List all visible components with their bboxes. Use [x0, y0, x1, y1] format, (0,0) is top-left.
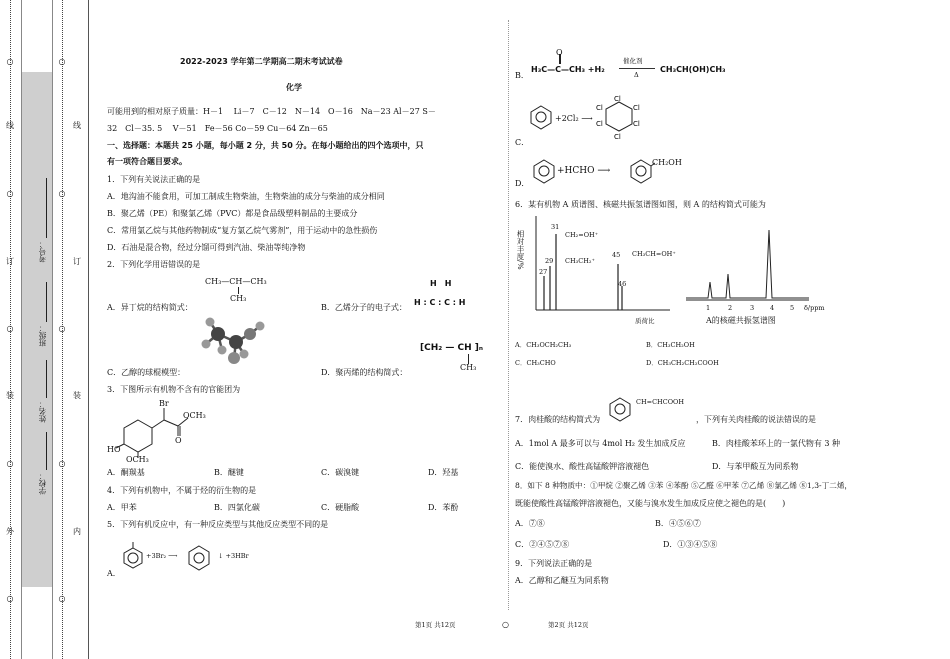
- question-stem: 1．下列有关说法正确的是: [107, 175, 201, 184]
- formaldehyde-reagents: +HCHO ⟶: [557, 166, 611, 176]
- column-divider: [508, 20, 509, 610]
- q3-ho-label: HO: [107, 445, 121, 454]
- nmr-caption: A的核磁共振氢谱图: [706, 316, 776, 325]
- peak-label: 46: [618, 280, 627, 288]
- side-label-outer: 装: [6, 391, 14, 400]
- field-class-label: 班级：: [38, 324, 47, 347]
- option-c: C．乙醇的球棍模型：: [107, 368, 186, 377]
- field-exam-number-label: 考号：: [38, 240, 47, 263]
- ms-x-axis-label: 质荷比: [635, 317, 655, 325]
- binding-circle-icon: ○: [58, 594, 66, 603]
- binding-gray-strip: [21, 0, 53, 659]
- q3-o-label: O: [175, 436, 182, 445]
- svg-text:Cl: Cl: [596, 120, 603, 128]
- q3-structure-diagram: [108, 396, 208, 462]
- binding-circle-icon: ○: [58, 459, 66, 468]
- nmr-tick: 1: [706, 304, 711, 312]
- chlorination-reagents: +2Cl₂ ⟶: [555, 114, 593, 123]
- exam-title: 2022-2023 学年第二学期高二期末考试试卷: [180, 57, 343, 66]
- option-d: D．石油是混合物，经过分馏可得到汽油、柴油等纯净物: [107, 243, 306, 252]
- option-a: A．酮羰基: [107, 468, 145, 477]
- option-d: D．: [515, 179, 530, 188]
- fragment-31-label: CH₂=OH⁺: [565, 231, 599, 239]
- side-label-outer: 线: [6, 121, 14, 130]
- question-stem: 2．下列化学用语错误的是: [107, 260, 201, 269]
- reaction-arrow: [619, 68, 655, 69]
- cinnamic-acid-formula: CH=CHCOOH: [636, 398, 685, 406]
- nmr-spectrum-chart: [684, 222, 814, 306]
- page-number-left: 第1页 共12页: [415, 621, 456, 629]
- option-c: C．碳溴键: [321, 468, 360, 477]
- binding-circle-icon: ○: [502, 620, 509, 629]
- ethylene-electron-formula: H : C : C : H: [414, 298, 466, 307]
- ethylene-h-top: H H: [430, 279, 452, 288]
- question-stem: 3．下图所示有机物不含有的官能团为: [107, 385, 241, 394]
- peak-label: 29: [545, 257, 554, 265]
- option-a: A．⑦⑧: [515, 519, 545, 528]
- binding-circle-icon: ○: [6, 57, 14, 66]
- q3-br-label: Br: [159, 399, 169, 408]
- option-a: A．乙醇和乙醚互为同系物: [515, 576, 609, 585]
- side-label-inner: 装: [73, 391, 81, 400]
- option-b: B．聚乙烯（PE）和聚氯乙烯（PVC）都是食品级塑料制品的主要成分: [107, 209, 358, 218]
- side-label-outer: 订: [6, 257, 14, 266]
- section-heading-line1: 一、选择题：本题共 25 小题，每小题 2 分，共 50 分。在每小题给出的四个选项中，只: [107, 141, 424, 150]
- option-c: C．②④⑤⑦⑧: [515, 540, 570, 549]
- acetone-equation-right: CH₃CH(OH)CH₃: [660, 65, 726, 74]
- polypropylene-branch: CH₃: [460, 363, 477, 372]
- hexachlorocyclohexane-ring: [596, 94, 642, 140]
- binding-circle-icon: ○: [58, 189, 66, 198]
- option-d: D．聚丙烯的结构简式：: [321, 368, 408, 377]
- option-b: B．肉桂酸苯环上的一氯代物有 3 种: [712, 439, 841, 448]
- field-class-blank[interactable]: [46, 282, 47, 322]
- acetone-equation-left: H₃C—C—CH₃ +H₂: [531, 65, 605, 74]
- option-b: B．: [515, 71, 529, 80]
- benzyl-alcohol-ring: [627, 157, 655, 185]
- option-d: D．与苯甲酸互为同系物: [712, 462, 799, 471]
- fragment-45-label: CH₃CH=OH⁺: [632, 250, 676, 258]
- peak-label: 27: [539, 268, 548, 276]
- isobutane-formula: CH₃—CH—CH₃: [205, 277, 267, 286]
- benzene-ring-icon: [531, 158, 557, 184]
- benzyl-alcohol-group: CH₂OH: [652, 158, 682, 167]
- option-a: A．地沟油不能食用，可加工制成生物柴油，生物柴油的成分与柴油的成分相同: [107, 192, 385, 201]
- binding-circle-icon: ○: [6, 189, 14, 198]
- side-label-inner: 线: [73, 121, 81, 130]
- question-stem-line2: 既能使酸性高锰酸钾溶液褪色，又能与溴水发生加成反应使之褪色的是( ): [515, 499, 786, 508]
- option-b: B．醚键: [214, 468, 244, 477]
- q3-och3-label: OCH₃: [183, 411, 206, 420]
- nmr-axis-unit: δ/ppm: [804, 304, 825, 312]
- option-c: C．常用氯乙烷与其他药物制成“复方氯乙烷气雾剂”，用于运动中的急性损伤: [107, 226, 378, 235]
- nmr-tick: 3: [750, 304, 755, 312]
- question-stem-post: ，下列有关肉桂酸的说法错误的是: [696, 415, 816, 424]
- atomic-masses-line1: 可能用到的相对原子质量：H－1 Li－7 C－12 N－14 O－16 Na－23 Al－27 S－: [107, 107, 436, 116]
- peak-label: 31: [551, 223, 560, 231]
- binding-circle-icon: ○: [6, 459, 14, 468]
- reaction-products: ↓ +3HBr: [218, 552, 249, 560]
- field-school-label: 学校：: [38, 472, 47, 495]
- option-c: C．硬脂酸: [321, 503, 360, 512]
- option-d: D．苯酚: [428, 503, 459, 512]
- svg-text:Cl: Cl: [596, 104, 603, 112]
- option-b: B．④⑤⑥⑦: [655, 519, 701, 528]
- nmr-tick: 5: [790, 304, 795, 312]
- question-stem: 4．下列有机物中，不属于烃的衍生物的是: [107, 486, 257, 495]
- side-label-inner: 内: [73, 527, 81, 536]
- q3-och3-bottom-label: OCH₃: [126, 455, 149, 464]
- option-b: B．四氯化碳: [214, 503, 260, 512]
- option-a: A．: [107, 569, 121, 578]
- binding-circle-icon: ○: [58, 324, 66, 333]
- nmr-tick: 4: [770, 304, 775, 312]
- page-number-right: 第2页 共12页: [548, 621, 589, 629]
- isobutane-branch: CH₃: [230, 294, 247, 303]
- fragment-29-label: CH₃CH₂⁺: [565, 257, 595, 265]
- field-name-label: 姓名：: [38, 400, 47, 423]
- question-stem: 9．下列说法正确的是: [515, 559, 593, 568]
- ethanol-ball-stick-model: [188, 312, 268, 370]
- svg-text:Cl: Cl: [614, 95, 621, 103]
- polypropylene-formula: [CH₂ — CH ]ₙ: [420, 343, 483, 353]
- catalyst-label: 催化剂: [623, 57, 643, 65]
- question-stem: 6．某有机物 A 质谱图、核磁共振氢谱图如图，则 A 的结构简式可能为: [515, 200, 766, 209]
- option-d: D．①③④⑤⑧: [663, 540, 718, 549]
- section-heading-line2: 有一项符合题目要求。: [107, 157, 187, 166]
- phenol-ring-icon: [118, 540, 148, 570]
- option-a: A．CH₃OCH₂CH₃: [515, 341, 572, 349]
- tribromophenol-ring-icon: [182, 536, 216, 578]
- question-stem-line1: 8．如下 8 种物质中：①甲烷 ②聚乙烯 ③苯 ④苯酚 ⑤乙醛 ⑥甲苯 ⑦乙烯 ⑧氯乙烯 ⑧1,3-丁二烯，: [515, 481, 853, 490]
- field-name-blank[interactable]: [46, 360, 47, 398]
- benzene-ring-icon: [528, 104, 554, 130]
- nmr-tick: 2: [728, 304, 733, 312]
- svg-text:Cl: Cl: [633, 120, 640, 128]
- option-a: A．甲苯: [107, 503, 137, 512]
- subject-title: 化学: [286, 83, 302, 92]
- binding-circle-icon: ○: [6, 324, 14, 333]
- option-a: A．1mol A 最多可以与 4mol H₂ 发生加成反应: [515, 439, 686, 448]
- option-d: D．CH₃CH₂CH₂COOH: [646, 359, 719, 367]
- option-b: B．乙烯分子的电子式：: [321, 303, 407, 312]
- field-exam-number-blank[interactable]: [46, 178, 47, 238]
- svg-text:Cl: Cl: [614, 133, 621, 140]
- option-a: A．异丁烷的结构简式：: [107, 303, 193, 312]
- svg-text:Cl: Cl: [633, 104, 640, 112]
- reaction-reagents: +3Br₂ ⟶: [146, 552, 178, 560]
- ms-y-axis-label: 相对丰度/%: [516, 230, 525, 270]
- question-stem-pre: 7．肉桂酸的结构简式为: [515, 415, 601, 424]
- option-b: B．CH₃CH₂OH: [646, 341, 695, 349]
- option-c: C．CH₃CHO: [515, 359, 556, 367]
- option-c: C．能使溴水、酸性高锰酸钾溶液褪色: [515, 462, 650, 471]
- side-label-outer: 外: [6, 527, 14, 536]
- question-stem: 5．下列有机反应中，有一种反应类型与其他反应类型不同的是: [107, 520, 329, 529]
- heat-label: Δ: [634, 71, 639, 79]
- option-d: D．羟基: [428, 468, 459, 477]
- binding-circle-icon: ○: [58, 57, 66, 66]
- side-label-inner: 订: [73, 257, 81, 266]
- field-school-blank[interactable]: [46, 432, 47, 470]
- atomic-masses-line2: 32 Cl－35. 5 V－51 Fe－56 Co－59 Cu－64 Zn－65: [107, 124, 328, 133]
- option-c: C．: [515, 138, 530, 147]
- peak-label: 45: [612, 251, 621, 259]
- binding-circle-icon: ○: [6, 594, 14, 603]
- benzene-ring-icon: [607, 396, 633, 422]
